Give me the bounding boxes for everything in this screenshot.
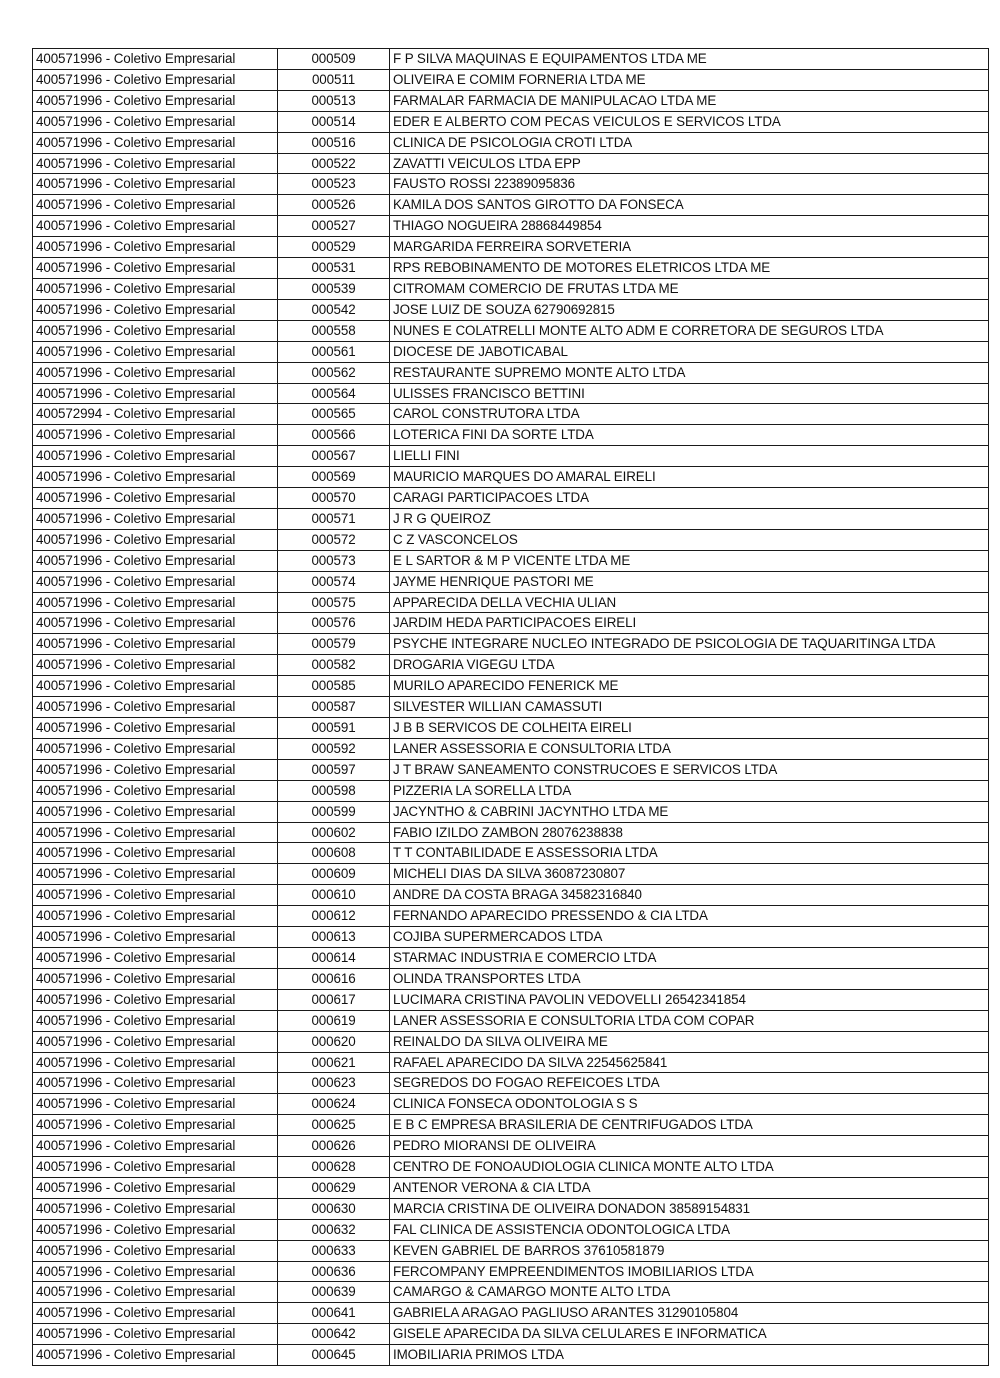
table-row xyxy=(33,592,989,613)
contract-cell: 400571996 - Coletivo Empresarial xyxy=(33,425,278,446)
subcontract-code-cell: 000633 xyxy=(278,1240,390,1261)
table-row xyxy=(33,697,989,718)
company-name-cell: CAROL CONSTRUTORA LTDA xyxy=(390,404,989,425)
company-name-cell: JARDIM HEDA PARTICIPACOES EIRELI xyxy=(390,613,989,634)
contract-cell: 400571996 - Coletivo Empresarial xyxy=(33,655,278,676)
company-name-cell: FABIO IZILDO ZAMBON 28076238838 xyxy=(390,822,989,843)
table-row xyxy=(33,1031,989,1052)
subcontract-code-cell: 000625 xyxy=(278,1115,390,1136)
table-row xyxy=(33,613,989,634)
table-row xyxy=(33,1219,989,1240)
company-name-cell: C Z VASCONCELOS xyxy=(390,529,989,550)
table-row xyxy=(33,446,989,467)
company-name-cell: DROGARIA VIGEGU LTDA xyxy=(390,655,989,676)
subcontract-code-cell: 000564 xyxy=(278,383,390,404)
contract-cell: 400571996 - Coletivo Empresarial xyxy=(33,258,278,279)
contract-cell: 400571996 - Coletivo Empresarial xyxy=(33,1324,278,1345)
contract-cell: 400571996 - Coletivo Empresarial xyxy=(33,968,278,989)
table-row xyxy=(33,718,989,739)
contract-cell: 400571996 - Coletivo Empresarial xyxy=(33,613,278,634)
contract-cell: 400571996 - Coletivo Empresarial xyxy=(33,843,278,864)
subcontract-code-cell: 000591 xyxy=(278,718,390,739)
contract-cell: 400571996 - Coletivo Empresarial xyxy=(33,906,278,927)
table-row xyxy=(33,320,989,341)
contract-cell: 400571996 - Coletivo Empresarial xyxy=(33,69,278,90)
company-name-cell: GABRIELA ARAGAO PAGLIUSO ARANTES 31290105804 xyxy=(390,1303,989,1324)
subcontract-code-cell: 000639 xyxy=(278,1282,390,1303)
company-name-cell: PIZZERIA LA SORELLA LTDA xyxy=(390,780,989,801)
table-row xyxy=(33,1177,989,1198)
subcontract-code-cell: 000569 xyxy=(278,467,390,488)
table-row xyxy=(33,278,989,299)
table-row xyxy=(33,801,989,822)
contract-cell: 400571996 - Coletivo Empresarial xyxy=(33,718,278,739)
subcontract-code-cell: 000539 xyxy=(278,278,390,299)
table-row xyxy=(33,676,989,697)
table-row xyxy=(33,529,989,550)
subcontract-code-cell: 000616 xyxy=(278,968,390,989)
table-row xyxy=(33,550,989,571)
company-name-cell: JAYME HENRIQUE PASTORI ME xyxy=(390,571,989,592)
company-name-cell: PSYCHE INTEGRARE NUCLEO INTEGRADO DE PSICOLOGIA DE TAQUARITINGA LTDA xyxy=(390,634,989,655)
subcontract-code-cell: 000628 xyxy=(278,1157,390,1178)
contract-cell: 400571996 - Coletivo Empresarial xyxy=(33,759,278,780)
company-name-cell: CLINICA FONSECA ODONTOLOGIA S S xyxy=(390,1094,989,1115)
contract-cell: 400571996 - Coletivo Empresarial xyxy=(33,383,278,404)
company-name-cell: CITROMAM COMERCIO DE FRUTAS LTDA ME xyxy=(390,278,989,299)
company-name-cell: CENTRO DE FONOAUDIOLOGIA CLINICA MONTE ALTO LTDA xyxy=(390,1157,989,1178)
contract-cell: 400571996 - Coletivo Empresarial xyxy=(33,1136,278,1157)
table-row xyxy=(33,571,989,592)
company-name-cell: MAURICIO MARQUES DO AMARAL EIRELI xyxy=(390,467,989,488)
table-row xyxy=(33,508,989,529)
company-name-cell: FAUSTO ROSSI 22389095836 xyxy=(390,174,989,195)
table-row xyxy=(33,822,989,843)
company-name-cell: GISELE APARECIDA DA SILVA CELULARES E INFORMATICA xyxy=(390,1324,989,1345)
subcontract-code-cell: 000576 xyxy=(278,613,390,634)
contract-cell: 400571996 - Coletivo Empresarial xyxy=(33,822,278,843)
contracts-table-body xyxy=(33,49,989,1366)
table-row xyxy=(33,738,989,759)
contract-cell: 400571996 - Coletivo Empresarial xyxy=(33,1219,278,1240)
subcontract-code-cell: 000626 xyxy=(278,1136,390,1157)
subcontract-code-cell: 000582 xyxy=(278,655,390,676)
company-name-cell: LUCIMARA CRISTINA PAVOLIN VEDOVELLI 26542341854 xyxy=(390,989,989,1010)
contract-cell: 400571996 - Coletivo Empresarial xyxy=(33,864,278,885)
subcontract-code-cell: 000509 xyxy=(278,49,390,70)
company-name-cell: T T CONTABILIDADE E ASSESSORIA LTDA xyxy=(390,843,989,864)
contract-cell: 400571996 - Coletivo Empresarial xyxy=(33,1115,278,1136)
company-name-cell: NUNES E COLATRELLI MONTE ALTO ADM E CORRETORA DE SEGUROS LTDA xyxy=(390,320,989,341)
subcontract-code-cell: 000531 xyxy=(278,258,390,279)
subcontract-code-cell: 000599 xyxy=(278,801,390,822)
company-name-cell: FERCOMPANY EMPREENDIMENTOS IMOBILIARIOS LTDA xyxy=(390,1261,989,1282)
contract-cell: 400571996 - Coletivo Empresarial xyxy=(33,341,278,362)
table-row xyxy=(33,968,989,989)
table-row xyxy=(33,362,989,383)
contract-cell: 400571996 - Coletivo Empresarial xyxy=(33,1073,278,1094)
company-name-cell: THIAGO NOGUEIRA 28868449854 xyxy=(390,216,989,237)
company-name-cell: KEVEN GABRIEL DE BARROS 37610581879 xyxy=(390,1240,989,1261)
subcontract-code-cell: 000608 xyxy=(278,843,390,864)
table-row xyxy=(33,927,989,948)
company-name-cell: SEGREDOS DO FOGAO REFEICOES LTDA xyxy=(390,1073,989,1094)
subcontract-code-cell: 000598 xyxy=(278,780,390,801)
company-name-cell: STARMAC INDUSTRIA E COMERCIO LTDA xyxy=(390,947,989,968)
contract-cell: 400571996 - Coletivo Empresarial xyxy=(33,278,278,299)
contract-cell: 400571996 - Coletivo Empresarial xyxy=(33,508,278,529)
company-name-cell: KAMILA DOS SANTOS GIROTTO DA FONSECA xyxy=(390,195,989,216)
document-page xyxy=(32,48,988,1366)
company-name-cell: E L SARTOR & M P VICENTE LTDA ME xyxy=(390,550,989,571)
subcontract-code-cell: 000575 xyxy=(278,592,390,613)
table-row xyxy=(33,1115,989,1136)
subcontract-code-cell: 000609 xyxy=(278,864,390,885)
contract-cell: 400571996 - Coletivo Empresarial xyxy=(33,195,278,216)
table-row xyxy=(33,237,989,258)
table-row xyxy=(33,759,989,780)
contract-cell: 400571996 - Coletivo Empresarial xyxy=(33,111,278,132)
company-name-cell: J R G QUEIROZ xyxy=(390,508,989,529)
contract-cell: 400571996 - Coletivo Empresarial xyxy=(33,49,278,70)
subcontract-code-cell: 000511 xyxy=(278,69,390,90)
table-row xyxy=(33,153,989,174)
contract-cell: 400571996 - Coletivo Empresarial xyxy=(33,738,278,759)
subcontract-code-cell: 000572 xyxy=(278,529,390,550)
subcontract-code-cell: 000636 xyxy=(278,1261,390,1282)
subcontract-code-cell: 000592 xyxy=(278,738,390,759)
subcontract-code-cell: 000614 xyxy=(278,947,390,968)
subcontract-code-cell: 000587 xyxy=(278,697,390,718)
contract-cell: 400571996 - Coletivo Empresarial xyxy=(33,1052,278,1073)
contract-cell: 400571996 - Coletivo Empresarial xyxy=(33,90,278,111)
table-row xyxy=(33,1010,989,1031)
table-row xyxy=(33,1073,989,1094)
contract-cell: 400571996 - Coletivo Empresarial xyxy=(33,1031,278,1052)
table-row xyxy=(33,843,989,864)
company-name-cell: LANER ASSESSORIA E CONSULTORIA LTDA COM COPAR xyxy=(390,1010,989,1031)
company-name-cell: JOSE LUIZ DE SOUZA 62790692815 xyxy=(390,299,989,320)
company-name-cell: PEDRO MIORANSI DE OLIVEIRA xyxy=(390,1136,989,1157)
contract-cell: 400571996 - Coletivo Empresarial xyxy=(33,1240,278,1261)
table-row xyxy=(33,947,989,968)
subcontract-code-cell: 000562 xyxy=(278,362,390,383)
company-name-cell: SILVESTER WILLIAN CAMASSUTI xyxy=(390,697,989,718)
subcontract-code-cell: 000527 xyxy=(278,216,390,237)
company-name-cell: FAL CLINICA DE ASSISTENCIA ODONTOLOGICA LTDA xyxy=(390,1219,989,1240)
company-name-cell: ZAVATTI VEICULOS LTDA EPP xyxy=(390,153,989,174)
contract-cell: 400571996 - Coletivo Empresarial xyxy=(33,237,278,258)
table-row xyxy=(33,1052,989,1073)
company-name-cell: CLINICA DE PSICOLOGIA CROTI LTDA xyxy=(390,132,989,153)
contract-cell: 400572994 - Coletivo Empresarial xyxy=(33,404,278,425)
table-row xyxy=(33,1282,989,1303)
subcontract-code-cell: 000516 xyxy=(278,132,390,153)
subcontract-code-cell: 000619 xyxy=(278,1010,390,1031)
subcontract-code-cell: 000585 xyxy=(278,676,390,697)
subcontract-code-cell: 000597 xyxy=(278,759,390,780)
contract-cell: 400571996 - Coletivo Empresarial xyxy=(33,927,278,948)
company-name-cell: DIOCESE DE JABOTICABAL xyxy=(390,341,989,362)
table-row xyxy=(33,404,989,425)
subcontract-code-cell: 000617 xyxy=(278,989,390,1010)
table-row xyxy=(33,1345,989,1366)
table-row xyxy=(33,655,989,676)
table-row xyxy=(33,132,989,153)
table-row xyxy=(33,69,989,90)
contract-cell: 400571996 - Coletivo Empresarial xyxy=(33,592,278,613)
contract-cell: 400571996 - Coletivo Empresarial xyxy=(33,467,278,488)
subcontract-code-cell: 000642 xyxy=(278,1324,390,1345)
contract-cell: 400571996 - Coletivo Empresarial xyxy=(33,1010,278,1031)
contract-cell: 400571996 - Coletivo Empresarial xyxy=(33,320,278,341)
table-row xyxy=(33,634,989,655)
company-name-cell: LOTERICA FINI DA SORTE LTDA xyxy=(390,425,989,446)
table-row xyxy=(33,467,989,488)
table-row xyxy=(33,90,989,111)
subcontract-code-cell: 000641 xyxy=(278,1303,390,1324)
company-name-cell: E B C EMPRESA BRASILERIA DE CENTRIFUGADOS LTDA xyxy=(390,1115,989,1136)
company-name-cell: FERNANDO APARECIDO PRESSENDO & CIA LTDA xyxy=(390,906,989,927)
subcontract-code-cell: 000613 xyxy=(278,927,390,948)
subcontract-code-cell: 000565 xyxy=(278,404,390,425)
company-name-cell: F P SILVA MAQUINAS E EQUIPAMENTOS LTDA ME xyxy=(390,49,989,70)
table-row xyxy=(33,1198,989,1219)
contract-cell: 400571996 - Coletivo Empresarial xyxy=(33,132,278,153)
table-row xyxy=(33,906,989,927)
contract-cell: 400571996 - Coletivo Empresarial xyxy=(33,550,278,571)
subcontract-code-cell: 000529 xyxy=(278,237,390,258)
table-row xyxy=(33,780,989,801)
contract-cell: 400571996 - Coletivo Empresarial xyxy=(33,529,278,550)
table-row xyxy=(33,1240,989,1261)
table-row xyxy=(33,864,989,885)
company-name-cell: JACYNTHO & CABRINI JACYNTHO LTDA ME xyxy=(390,801,989,822)
contract-cell: 400571996 - Coletivo Empresarial xyxy=(33,1198,278,1219)
table-row xyxy=(33,341,989,362)
subcontract-code-cell: 000620 xyxy=(278,1031,390,1052)
table-row xyxy=(33,195,989,216)
company-name-cell: FARMALAR FARMACIA DE MANIPULACAO LTDA ME xyxy=(390,90,989,111)
contract-cell: 400571996 - Coletivo Empresarial xyxy=(33,1157,278,1178)
table-row xyxy=(33,1324,989,1345)
contract-cell: 400571996 - Coletivo Empresarial xyxy=(33,1177,278,1198)
subcontract-code-cell: 000610 xyxy=(278,885,390,906)
company-name-cell: OLIVEIRA E COMIM FORNERIA LTDA ME xyxy=(390,69,989,90)
contract-cell: 400571996 - Coletivo Empresarial xyxy=(33,989,278,1010)
subcontract-code-cell: 000573 xyxy=(278,550,390,571)
table-row xyxy=(33,216,989,237)
company-name-cell: REINALDO DA SILVA OLIVEIRA ME xyxy=(390,1031,989,1052)
company-name-cell: CARAGI PARTICIPACOES LTDA xyxy=(390,488,989,509)
contract-cell: 400571996 - Coletivo Empresarial xyxy=(33,1303,278,1324)
table-row xyxy=(33,174,989,195)
table-row xyxy=(33,1261,989,1282)
table-row xyxy=(33,885,989,906)
contract-cell: 400571996 - Coletivo Empresarial xyxy=(33,780,278,801)
company-name-cell: MICHELI DIAS DA SILVA 36087230807 xyxy=(390,864,989,885)
subcontract-code-cell: 000612 xyxy=(278,906,390,927)
subcontract-code-cell: 000558 xyxy=(278,320,390,341)
company-name-cell: ANTENOR VERONA & CIA LTDA xyxy=(390,1177,989,1198)
company-name-cell: ANDRE DA COSTA BRAGA 34582316840 xyxy=(390,885,989,906)
contract-cell: 400571996 - Coletivo Empresarial xyxy=(33,634,278,655)
company-name-cell: MURILO APARECIDO FENERICK ME xyxy=(390,676,989,697)
company-name-cell: OLINDA TRANSPORTES LTDA xyxy=(390,968,989,989)
table-row xyxy=(33,425,989,446)
table-row xyxy=(33,989,989,1010)
table-row xyxy=(33,1303,989,1324)
table-row xyxy=(33,111,989,132)
subcontract-code-cell: 000574 xyxy=(278,571,390,592)
subcontract-code-cell: 000630 xyxy=(278,1198,390,1219)
subcontract-code-cell: 000542 xyxy=(278,299,390,320)
contract-cell: 400571996 - Coletivo Empresarial xyxy=(33,446,278,467)
subcontract-code-cell: 000570 xyxy=(278,488,390,509)
contract-cell: 400571996 - Coletivo Empresarial xyxy=(33,174,278,195)
company-name-cell: IMOBILIARIA PRIMOS LTDA xyxy=(390,1345,989,1366)
table-row xyxy=(33,258,989,279)
company-name-cell: MARCIA CRISTINA DE OLIVEIRA DONADON 38589154831 xyxy=(390,1198,989,1219)
table-row xyxy=(33,1094,989,1115)
company-name-cell: LIELLI FINI xyxy=(390,446,989,467)
company-name-cell: MARGARIDA FERREIRA SORVETERIA xyxy=(390,237,989,258)
subcontract-code-cell: 000513 xyxy=(278,90,390,111)
contract-cell: 400571996 - Coletivo Empresarial xyxy=(33,153,278,174)
company-name-cell: ULISSES FRANCISCO BETTINI xyxy=(390,383,989,404)
subcontract-code-cell: 000561 xyxy=(278,341,390,362)
contract-cell: 400571996 - Coletivo Empresarial xyxy=(33,362,278,383)
subcontract-code-cell: 000623 xyxy=(278,1073,390,1094)
company-name-cell: RPS REBOBINAMENTO DE MOTORES ELETRICOS LTDA ME xyxy=(390,258,989,279)
subcontract-code-cell: 000567 xyxy=(278,446,390,467)
contract-cell: 400571996 - Coletivo Empresarial xyxy=(33,697,278,718)
company-name-cell: EDER E ALBERTO COM PECAS VEICULOS E SERVICOS LTDA xyxy=(390,111,989,132)
company-name-cell: COJIBA SUPERMERCADOS LTDA xyxy=(390,927,989,948)
table-row xyxy=(33,299,989,320)
contract-cell: 400571996 - Coletivo Empresarial xyxy=(33,488,278,509)
company-name-cell: APPARECIDA DELLA VECHIA ULIAN xyxy=(390,592,989,613)
subcontract-code-cell: 000579 xyxy=(278,634,390,655)
subcontract-code-cell: 000645 xyxy=(278,1345,390,1366)
subcontract-code-cell: 000571 xyxy=(278,508,390,529)
company-name-cell: RESTAURANTE SUPREMO MONTE ALTO LTDA xyxy=(390,362,989,383)
company-name-cell: LANER ASSESSORIA E CONSULTORIA LTDA xyxy=(390,738,989,759)
contract-cell: 400571996 - Coletivo Empresarial xyxy=(33,885,278,906)
contract-cell: 400571996 - Coletivo Empresarial xyxy=(33,801,278,822)
contract-cell: 400571996 - Coletivo Empresarial xyxy=(33,216,278,237)
company-name-cell: J B B SERVICOS DE COLHEITA EIRELI xyxy=(390,718,989,739)
contract-cell: 400571996 - Coletivo Empresarial xyxy=(33,1261,278,1282)
contract-cell: 400571996 - Coletivo Empresarial xyxy=(33,299,278,320)
subcontract-code-cell: 000624 xyxy=(278,1094,390,1115)
contract-cell: 400571996 - Coletivo Empresarial xyxy=(33,1094,278,1115)
company-name-cell: CAMARGO & CAMARGO MONTE ALTO LTDA xyxy=(390,1282,989,1303)
subcontract-code-cell: 000522 xyxy=(278,153,390,174)
subcontract-code-cell: 000526 xyxy=(278,195,390,216)
contract-cell: 400571996 - Coletivo Empresarial xyxy=(33,947,278,968)
contract-cell: 400571996 - Coletivo Empresarial xyxy=(33,1345,278,1366)
subcontract-code-cell: 000602 xyxy=(278,822,390,843)
subcontract-code-cell: 000629 xyxy=(278,1177,390,1198)
table-row xyxy=(33,1136,989,1157)
contract-cell: 400571996 - Coletivo Empresarial xyxy=(33,676,278,697)
company-name-cell: RAFAEL APARECIDO DA SILVA 22545625841 xyxy=(390,1052,989,1073)
contract-cell: 400571996 - Coletivo Empresarial xyxy=(33,571,278,592)
table-row xyxy=(33,49,989,70)
contract-cell: 400571996 - Coletivo Empresarial xyxy=(33,1282,278,1303)
table-row xyxy=(33,1157,989,1178)
subcontract-code-cell: 000632 xyxy=(278,1219,390,1240)
subcontract-code-cell: 000621 xyxy=(278,1052,390,1073)
subcontract-code-cell: 000566 xyxy=(278,425,390,446)
contracts-table xyxy=(32,48,989,1366)
table-row xyxy=(33,383,989,404)
subcontract-code-cell: 000514 xyxy=(278,111,390,132)
subcontract-code-cell: 000523 xyxy=(278,174,390,195)
table-row xyxy=(33,488,989,509)
company-name-cell: J T BRAW SANEAMENTO CONSTRUCOES E SERVICOS LTDA xyxy=(390,759,989,780)
